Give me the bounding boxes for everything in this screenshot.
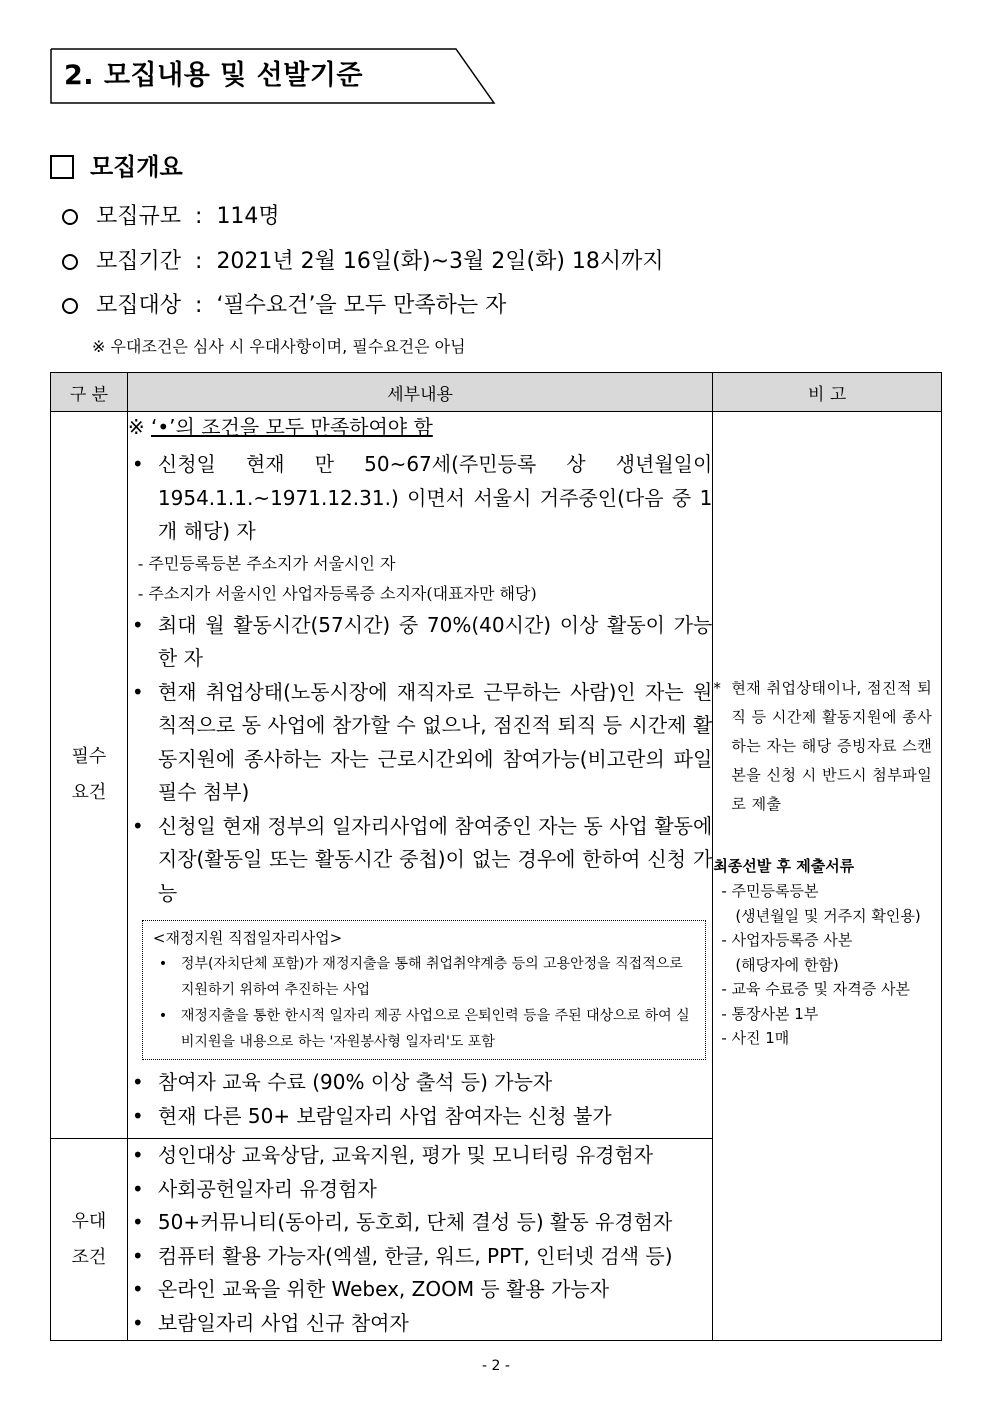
list-item-text: 50+커뮤니티(동아리, 동호회, 단체 결성 등) 활동 유경험자 bbox=[157, 1210, 673, 1234]
required-row bbox=[51, 412, 942, 1139]
doc-item: - 사진 1매 bbox=[721, 1029, 790, 1047]
page-number: - 2 - bbox=[482, 1358, 510, 1374]
info-box-title: <재정지원 직접일자리사업> bbox=[152, 929, 343, 947]
doc-item-note: (해당자에 한함) bbox=[735, 955, 839, 974]
list-item-text: 성인대상 교육상담, 교육지원, 평가 및 모니터링 유경험자 bbox=[157, 1143, 654, 1167]
overview-heading bbox=[50, 150, 183, 184]
required-intro bbox=[128, 412, 712, 442]
list-item-text: 신청일 현재 만 50~67세(주민등록 상 생년월일이 1954.1.1.~1971.12.31.) 이면서 서울시 거주중인(다음 중 1개 해당) 자 bbox=[157, 452, 713, 543]
info-box-item bbox=[153, 1003, 697, 1055]
bullet-dot-icon: • bbox=[131, 1277, 144, 1301]
list-item bbox=[128, 1273, 712, 1307]
preferred-details bbox=[127, 1139, 712, 1341]
bullet-dot-icon: • bbox=[131, 1176, 144, 1201]
checkbox-square-icon bbox=[50, 155, 74, 179]
overview-item-target bbox=[62, 291, 506, 321]
circle-bullet-icon bbox=[62, 209, 78, 225]
bullet-dot-icon: • bbox=[131, 1143, 144, 1167]
list-item-text: 현재 다른 50+ 보람일자리 사업 참여자는 신청 불가 bbox=[157, 1103, 612, 1128]
overview-value: 114명 bbox=[216, 204, 280, 229]
required-intro-text: ‘•’의 조건을 모두 만족하여야 함 bbox=[151, 415, 433, 439]
list-item bbox=[128, 609, 712, 676]
list-item-text: 온라인 교육을 위한 Webex, ZOOM 등 활용 가능자 bbox=[157, 1277, 610, 1301]
bullet-dot-icon: • bbox=[131, 452, 144, 476]
remark-note bbox=[713, 674, 941, 819]
info-box-direct-jobs bbox=[142, 920, 706, 1060]
overview-note: ※ 우대조건은 심사 시 우대사항이며, 필수요건은 아님 bbox=[92, 337, 466, 356]
list-item-text: 사회공헌일자리 유경험자 bbox=[157, 1176, 377, 1201]
category-line: 필수 bbox=[71, 746, 107, 767]
category-line: 우대 bbox=[71, 1210, 107, 1232]
asterisk-mark: * bbox=[713, 679, 721, 697]
list-item-text: 컴퓨터 활용 가능자(엑셀, 한글, 워드, PPT, 인터넷 검색 등) bbox=[157, 1243, 673, 1268]
list-item bbox=[128, 676, 712, 810]
preferred-category bbox=[51, 1139, 128, 1341]
info-box-item bbox=[153, 951, 697, 1003]
list-item-text: 참여자 교육 수료 (90% 이상 출석 등) 가능자 bbox=[157, 1070, 553, 1094]
colon: : bbox=[195, 249, 203, 274]
bullet-dot-icon: • bbox=[131, 1243, 144, 1268]
doc-item: - 통장사본 1부 bbox=[721, 1004, 819, 1023]
remark-note-text: 현재 취업상태이나, 점진적 퇴직 등 시간제 활동지원에 종사하는 자는 해당 증빙자료 스캔본을 신청 시 반드시 첨부파일로 제출 bbox=[731, 679, 933, 813]
overview-label: 모집규모 bbox=[96, 204, 182, 229]
info-box-item-text: 정부(자치단체 포함)가 재정지출을 통해 취업취약계층 등의 고용안정을 직접적으로 지원하기 위하여 추진하는 사업 bbox=[180, 956, 683, 998]
overview-title: 모집개요 bbox=[90, 153, 183, 181]
bullet-dot-icon: • bbox=[131, 813, 144, 838]
overview-label: 모집기간 bbox=[96, 249, 182, 274]
doc-item-note: (생년월일 및 거주지 확인용) bbox=[735, 906, 921, 925]
bullet-dot-icon: • bbox=[131, 1070, 144, 1094]
bullet-dot-icon: • bbox=[131, 1210, 144, 1234]
header-category: 구 분 bbox=[51, 373, 128, 412]
required-details bbox=[127, 412, 712, 1139]
overview-value: ‘필수요건’을 모두 만족하는 자 bbox=[216, 293, 507, 318]
category-line: 요건 bbox=[71, 782, 107, 803]
list-item-text: 최대 월 활동시간(57시간) 중 70%(40시간) 이상 활동이 가능한 자 bbox=[157, 612, 713, 670]
overview-label: 모집대상 bbox=[96, 293, 182, 318]
circle-bullet-icon bbox=[62, 298, 78, 314]
list-item bbox=[128, 448, 712, 549]
info-box-item-text: 재정지출을 통한 한시적 일자리 제공 사업으로 은퇴인력 등을 주된 대상으로 하여 실비지원을 내용으로 하는 '자원봉사형 일자리'도 포함 bbox=[180, 1008, 690, 1050]
doc-item: - 교육 수료증 및 자격증 사본 bbox=[721, 980, 910, 998]
colon: : bbox=[195, 204, 203, 229]
section-title-block bbox=[50, 48, 492, 104]
doc-item: - 주민등록등본 bbox=[721, 882, 819, 900]
list-item bbox=[128, 1100, 712, 1134]
header-remarks: 비 고 bbox=[713, 373, 942, 412]
remarks-cell bbox=[713, 412, 942, 1341]
final-docs-title: 최종선발 후 제출서류 bbox=[713, 857, 855, 875]
circle-bullet-icon bbox=[62, 254, 78, 270]
list-item bbox=[128, 1206, 712, 1240]
table-header-row bbox=[51, 373, 942, 412]
bullet-dot-icon: • bbox=[131, 1103, 144, 1128]
list-item-text: 보람일자리 사업 신규 참여자 bbox=[157, 1310, 409, 1335]
sub-item: - 주민등록등본 주소지가 서울시인 자 bbox=[137, 553, 396, 573]
list-item-text: 현재 취업상태(노동시장에 재직자로 근무하는 사람)인 자는 원칙적으로 동 사업에 참가할 수 없으나, 점진적 퇴직 등 시간제 활동지원에 종사하는 자는 근로시간외에 참여가능(비고란의 파일 필수 첨부) bbox=[157, 679, 713, 804]
bullet-dot-icon: • bbox=[131, 1310, 144, 1335]
reference-mark: ※ bbox=[127, 415, 145, 439]
list-item bbox=[128, 1240, 712, 1274]
required-category bbox=[51, 412, 128, 1139]
bullet-dot-icon: • bbox=[158, 1008, 168, 1024]
list-item bbox=[128, 1139, 712, 1173]
criteria-table bbox=[50, 372, 942, 1341]
doc-item: - 사업자등록증 사본 bbox=[721, 931, 853, 949]
bullet-dot-icon: • bbox=[131, 679, 144, 704]
bullet-dot-icon: • bbox=[131, 612, 144, 637]
list-item bbox=[128, 810, 712, 911]
header-details: 세부내용 bbox=[127, 373, 712, 412]
sub-item: - 주소지가 서울시인 사업자등록증 소지자(대표자만 해당) bbox=[137, 583, 537, 603]
list-item bbox=[128, 1307, 712, 1341]
overview-item-period bbox=[62, 247, 664, 277]
list-item bbox=[128, 1066, 712, 1100]
category-line: 조건 bbox=[71, 1246, 107, 1268]
overview-value: 2021년 2월 16일(화)~3월 2일(화) 18시까지 bbox=[216, 249, 664, 274]
bullet-dot-icon: • bbox=[158, 956, 168, 972]
list-item-text: 신청일 현재 정부의 일자리사업에 참여중인 자는 동 사업 활동에 지장(활동일 또는 활동시간 중첩)이 없는 경우에 한하여 신청 가능 bbox=[157, 813, 713, 905]
colon: : bbox=[195, 293, 203, 318]
overview-item-scale bbox=[62, 202, 280, 232]
section-title: 2. 모집내용 및 선발기준 bbox=[64, 60, 363, 91]
list-item bbox=[128, 1173, 712, 1207]
